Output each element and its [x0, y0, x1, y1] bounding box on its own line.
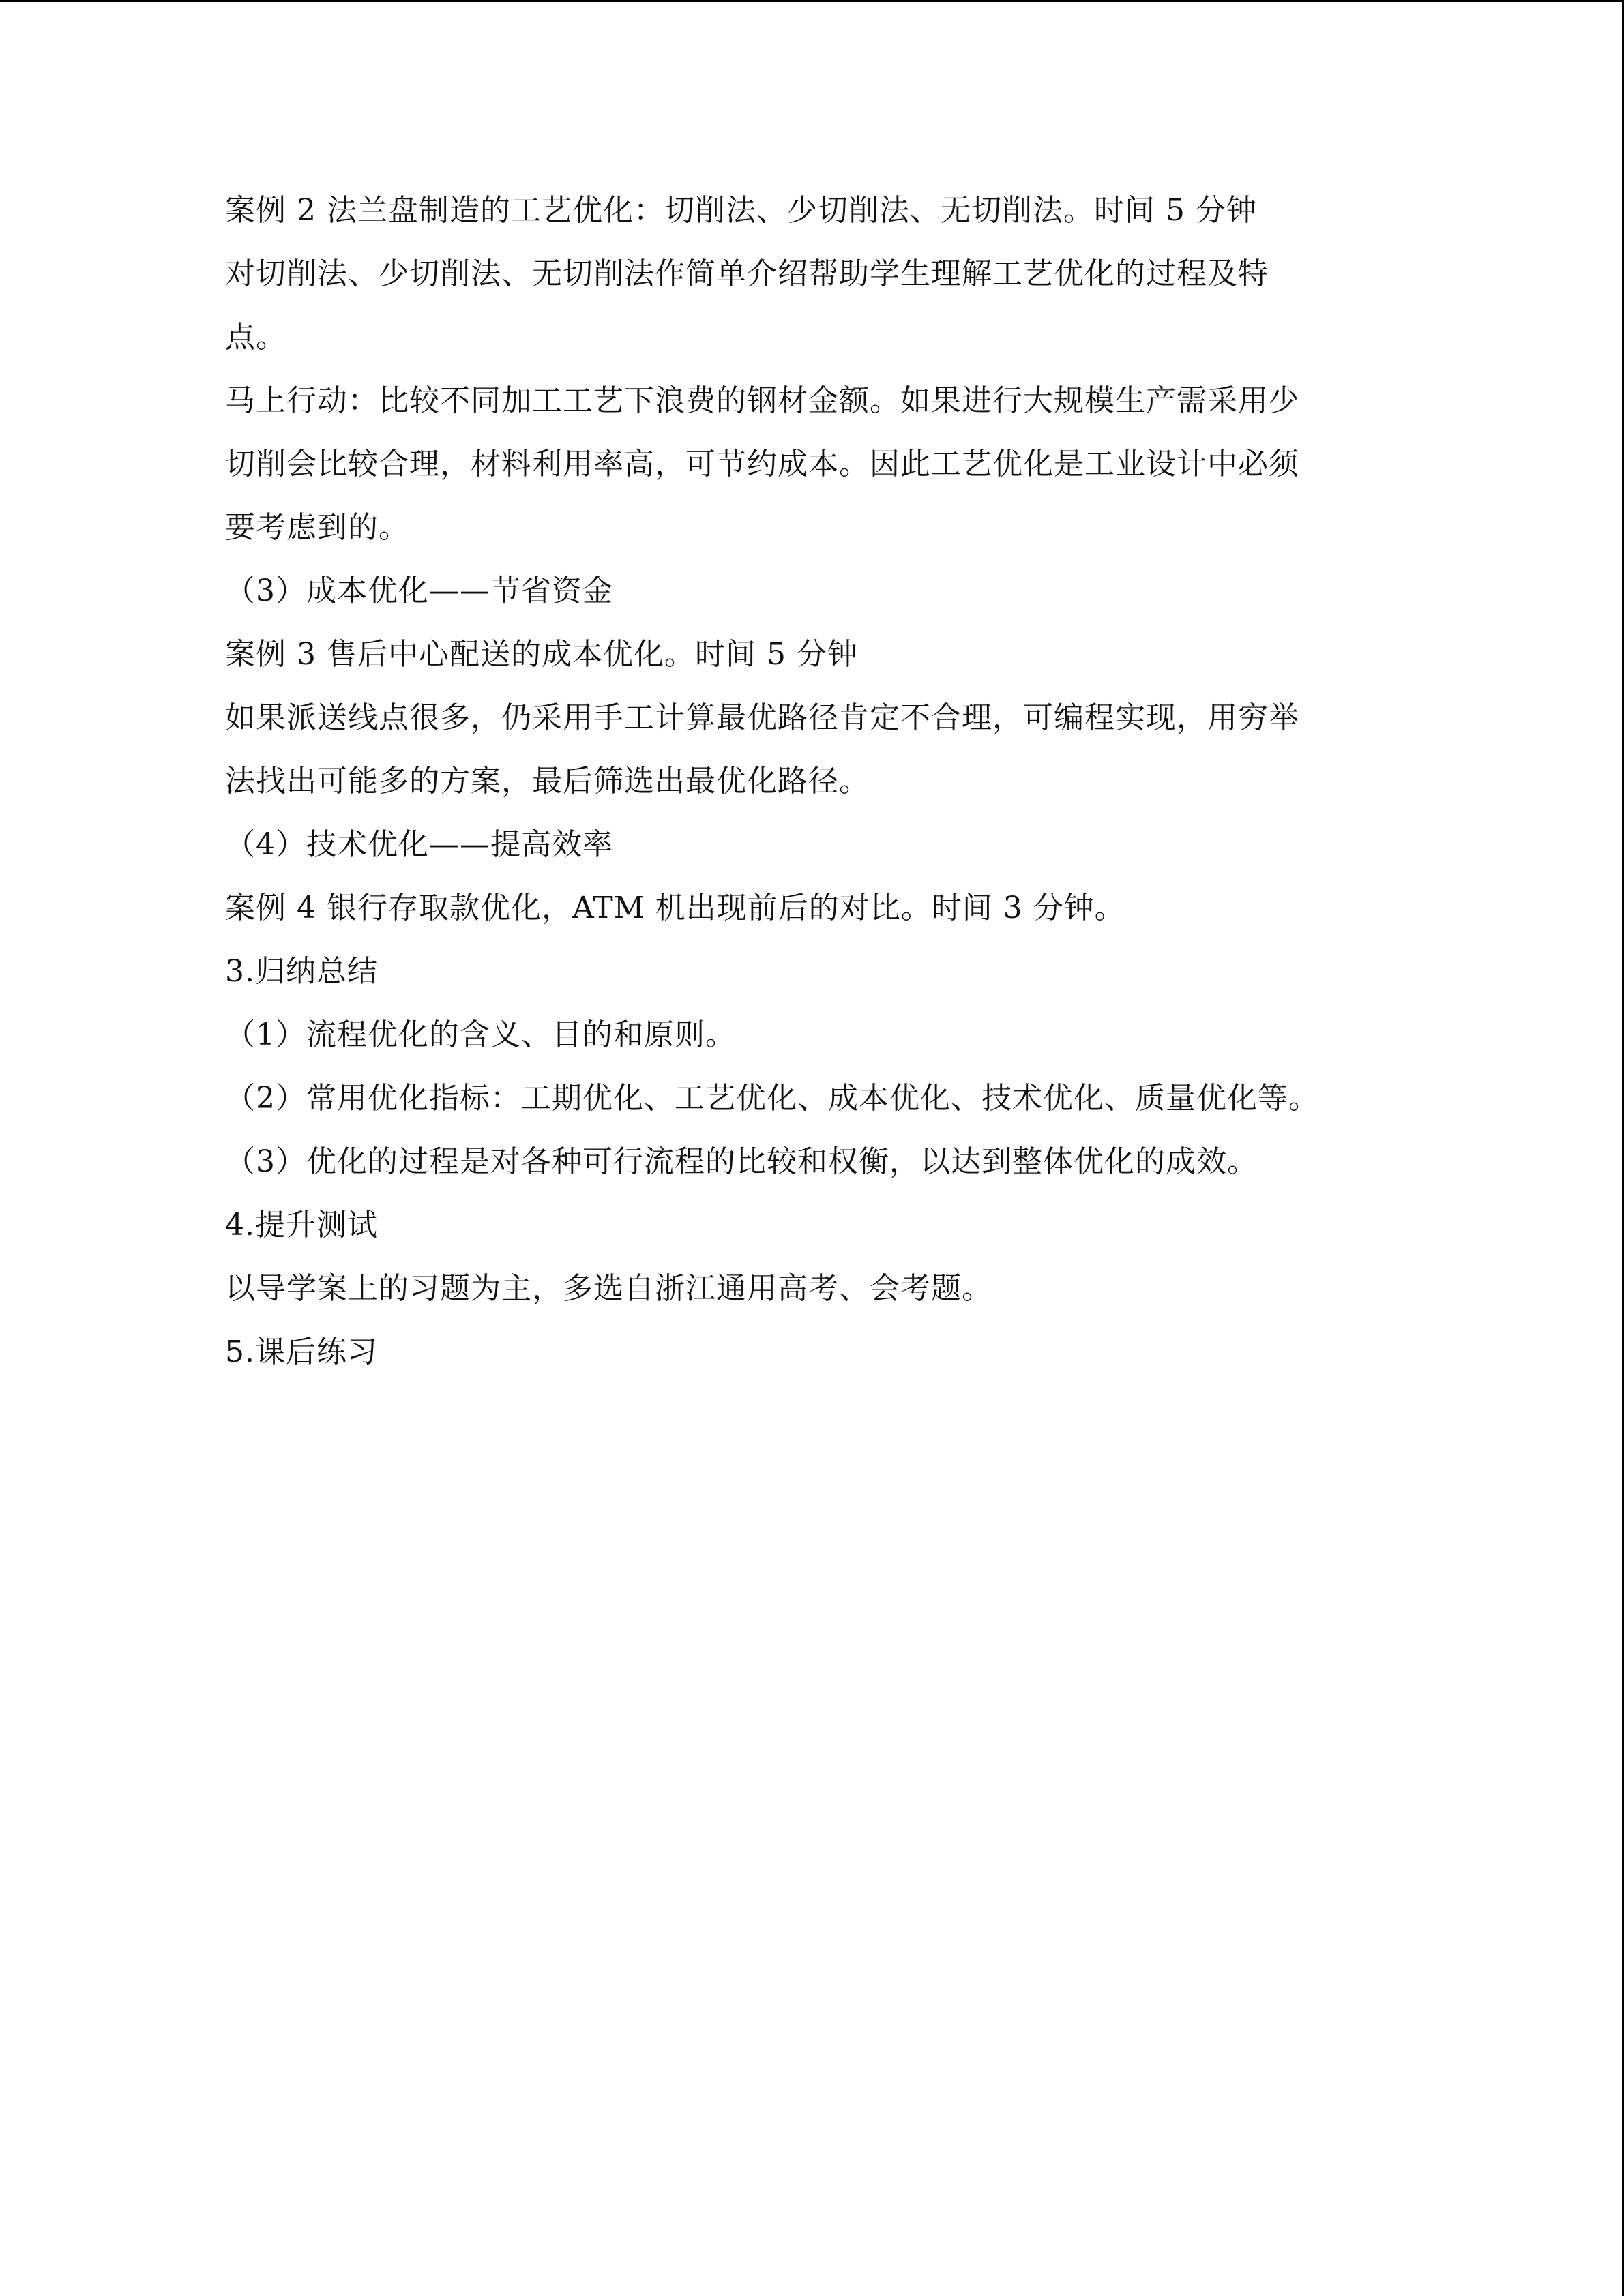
page-border-top [0, 0, 1624, 2]
section-heading: 4.提升测试 [225, 1208, 378, 1242]
text-line: 案例 2 法兰盘制造的工艺优化：切削法、少切削法、无切削法。时间 5 分钟 [225, 193, 1257, 228]
text-line: 案例 4 银行存取款优化，ATM 机出现前后的对比。时间 3 分钟。 [225, 891, 1125, 925]
section-heading: 5.课后练习 [225, 1335, 378, 1369]
text-line: 对切削法、少切削法、无切削法作简单介绍帮助学生理解工艺优化的过程及特 [225, 256, 1269, 291]
section-heading: 3.归纳总结 [225, 954, 378, 989]
text-line: 马上行动：比较不同加工工艺下浪费的钢材金额。如果进行大规模生产需采用少 [225, 383, 1299, 418]
text-line: 切削会比较合理，材料利用率高，可节约成本。因此工艺优化是工业设计中必须 [225, 447, 1299, 481]
list-item: （1）流程优化的含义、目的和原则。 [225, 1017, 736, 1052]
document-body [225, 179, 1385, 1384]
text-line: 点。 [225, 320, 286, 355]
text-line: 以导学案上的习题为主，多选自浙江通用高考、会考题。 [225, 1271, 992, 1306]
text-line: 法找出可能多的方案，最后筛选出最优化路径。 [225, 764, 870, 799]
list-item: （3）优化的过程是对各种可行流程的比较和权衡，以达到整体优化的成效。 [225, 1144, 1258, 1179]
text-line: 案例 3 售后中心配送的成本优化。时间 5 分钟 [225, 637, 858, 672]
section-heading: （4）技术优化——提高效率 [225, 827, 613, 862]
section-heading: （3）成本优化——节省资金 [225, 573, 613, 608]
text-line: 要考虑到的。 [225, 510, 409, 545]
text-line: 如果派送线点很多，仍采用手工计算最优路径肯定不合理，可编程实现，用穷举 [225, 700, 1299, 735]
list-item: （2）常用优化指标：工期优化、工艺优化、成本优化、技术优化、质量优化等。 [225, 1081, 1319, 1116]
